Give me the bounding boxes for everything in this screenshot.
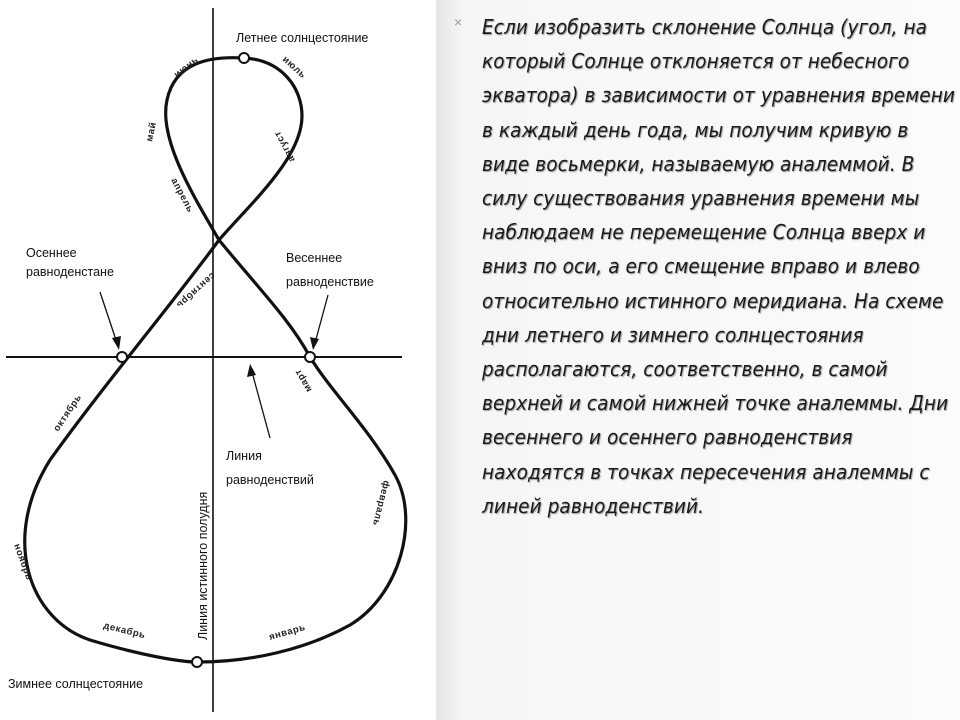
autumn-equinox-label-line1: Осеннее (26, 246, 77, 260)
summer-solstice-marker (239, 53, 249, 63)
month-august-label: август (272, 128, 298, 164)
month-october-label: октябрь (51, 392, 85, 434)
summer-solstice-label: Летнее солнцестояние (236, 31, 369, 45)
text-panel (436, 0, 960, 720)
month-april-label: апрель (168, 176, 196, 215)
month-december-label: декабрь (102, 620, 147, 642)
autumn-equinox-label-line2: равноденстане (26, 265, 114, 279)
winter-solstice-label: Зимнее солнцестояние (8, 677, 144, 691)
bullet-icon: × (454, 14, 463, 30)
analemma-diagram (0, 0, 436, 720)
month-july-label: июль (279, 54, 309, 81)
spring-equinox-pointer (310, 295, 328, 350)
equinox-line-label-line2: равноденствий (226, 473, 314, 487)
month-may-label: май (144, 120, 160, 143)
month-november-label: ноябрь (11, 542, 35, 582)
autumn-equinox-pointer (100, 292, 121, 350)
spring-equinox-marker (305, 352, 315, 362)
spring-equinox-label-line1: Весеннее (286, 251, 343, 265)
equinox-line-label-line1: Линия (226, 449, 262, 463)
winter-solstice-marker (192, 657, 202, 667)
month-june-label: июнь (172, 54, 201, 81)
month-january-label: январь (267, 621, 307, 643)
month-february-label: февраль (369, 479, 392, 528)
analemma-curve (25, 58, 406, 662)
month-september-label: сентябрь (173, 269, 218, 311)
autumn-equinox-marker (117, 352, 127, 362)
meridian-line-label: Линия истинного полудня (196, 491, 210, 640)
equinox-line-pointer (247, 364, 270, 438)
body-paragraph: Если изобразить склонение Солнца (угол, на который Солнце отклоняется от небесного экватора) в зависимости от уравнения времени в каждый день года, мы получим кривую в виде восьмерки, называемую аналеммой. В силу существования уравнения времени мы наблюдаем не перемещение Солнца вверх и вниз по оси, а его смещение вправо и влево относительно истинного меридиана. На схеме дни летнего и зимнего солнцестояния располагаются, соответственно, в самой верхней и самой нижней точке аналеммы. Дни весеннего и осеннего равноденствия находятся в точках пересечения аналеммы с линей равноденствий. (482, 15, 955, 518)
spring-equinox-label-line2: равноденствие (286, 275, 374, 289)
analemma-svg (0, 0, 436, 720)
month-march-label: март (292, 366, 315, 394)
